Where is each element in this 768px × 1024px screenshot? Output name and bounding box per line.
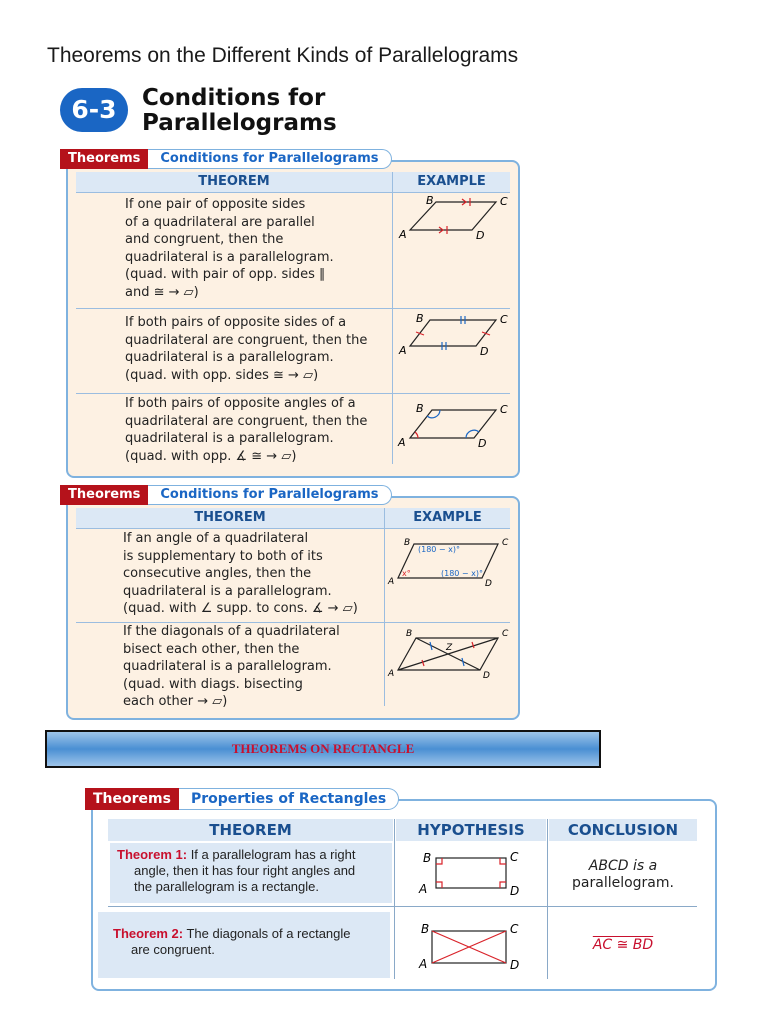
- conclusion-2: AC ≅ BD: [592, 937, 654, 953]
- box1-pill: Conditions for Parallelograms: [148, 149, 391, 169]
- box1-col-example: EXAMPLE: [393, 172, 510, 193]
- theorem-2-text: The diagonals of a rectangle: [183, 926, 351, 941]
- angle-mark: [415, 432, 418, 438]
- rectangle-theorems-banner: [45, 730, 601, 768]
- box3-divider: [394, 819, 395, 979]
- vertex-d: D: [510, 958, 520, 972]
- theorem-1-text-line2: angle, then it has four right angles and: [134, 863, 356, 878]
- vertex-d: D: [483, 671, 490, 681]
- theorems-tag: Theorems: [85, 788, 179, 810]
- theorem-1-cell: [110, 843, 392, 903]
- right-angle-mark: [436, 882, 442, 888]
- lesson-number-badge: 6-3: [60, 88, 128, 132]
- vertex-a: A: [388, 669, 395, 679]
- vertex-b: B: [416, 312, 424, 325]
- banner-text: THEOREMS ON RECTANGLE: [231, 741, 415, 756]
- vertex-c: C: [500, 313, 508, 326]
- center-label: Z: [446, 643, 453, 653]
- parallelogram-figure-3: [396, 396, 514, 450]
- angle-label-top: (180 − x)°: [418, 545, 461, 554]
- vertex-d: D: [510, 884, 520, 898]
- conclusion-1: ABCD is a parallelogram.: [572, 858, 674, 891]
- box1-row3-text: If both pairs of opposite angles of a quadrilateral are congruent, then the quadrilateral is a parallelogram. (quad. with opp. ∡ ≅ → ▱): [125, 396, 368, 464]
- vertex-c: C: [500, 403, 508, 416]
- rectangle-figure-1: [415, 846, 527, 898]
- vertex-d: D: [476, 229, 485, 242]
- vertex-b: B: [404, 538, 411, 548]
- rectangle-figure-2: [415, 920, 527, 972]
- box1-tag: [60, 149, 392, 169]
- vertex-c: C: [502, 538, 509, 548]
- box1-row1-text: If one pair of opposite sides of a quadrilateral are parallel and congruent, then the quadrilateral is a parallelogram. (quad. with pair of opp. sides ∥ and ≅ → ▱): [125, 197, 334, 300]
- parallelogram-figure-4: [386, 534, 512, 590]
- theorem-2-cell: [98, 912, 390, 978]
- box2-row2-text: If the diagonals of a quadrilateral bisect each other, then the quadrilateral is a parallelogram. (quad. with diags. bisecting each other → ▱): [123, 624, 340, 709]
- box3-tag: [85, 789, 399, 809]
- box3-col-theorem: THEOREM: [108, 819, 393, 841]
- vertex-a: A: [399, 344, 407, 357]
- vertex-a: A: [399, 228, 407, 241]
- vertex-a: A: [419, 957, 428, 971]
- parallelogram-shape: [410, 202, 496, 230]
- vertex-a: A: [388, 577, 395, 587]
- theorem-1-text-line3: the parallelogram is a rectangle.: [134, 879, 319, 894]
- right-angle-mark: [500, 882, 506, 888]
- theorem-1-text: If a parallelogram has a right: [187, 847, 356, 862]
- box1-col-theorem: THEOREM: [76, 172, 392, 193]
- vertex-a: A: [398, 436, 406, 449]
- lesson-title: [142, 86, 337, 136]
- vertex-c: C: [500, 195, 508, 208]
- vertex-a: A: [419, 882, 428, 896]
- theorem-2-label: Theorem 2:: [113, 926, 184, 941]
- rectangle-shape: [436, 858, 506, 888]
- box1-row2-text: If both pairs of opposite sides of a quadrilateral are congruent, then the quadrilateral is a parallelogram. (quad. with opp. sides ≅ → ▱): [125, 315, 368, 383]
- parallelogram-figure-2: [396, 308, 514, 358]
- vertex-d: D: [478, 437, 487, 450]
- parallelogram-figure-5: [386, 626, 512, 682]
- box2-col-example: EXAMPLE: [385, 508, 510, 529]
- vertex-b: B: [416, 402, 424, 415]
- box2-pill: Conditions for Parallelograms: [148, 485, 391, 505]
- vertex-d: D: [485, 579, 492, 589]
- box3-col-hypothesis: HYPOTHESIS: [396, 819, 546, 841]
- box2-row1-text: If an angle of a quadrilateral is supplementary to both of its consecutive angles, then the quadrilateral is a parallelogram. (quad. with ∠ supp. to cons. ∡ → ▱): [123, 531, 358, 616]
- parallelogram-figure-1: [396, 192, 514, 242]
- box2-tag: [60, 485, 392, 505]
- box3-row-sep: [108, 906, 697, 907]
- box1-row-sep: [76, 393, 510, 394]
- vertex-b: B: [423, 851, 432, 865]
- lesson-title-line2: Parallelograms: [142, 110, 337, 136]
- vertex-b: B: [421, 922, 430, 936]
- theorem-2-text-line2: are congruent.: [131, 942, 215, 957]
- box2-col-theorem: THEOREM: [76, 508, 384, 529]
- box3-pill: Properties of Rectangles: [179, 788, 399, 810]
- angle-label-left: x°: [402, 569, 411, 578]
- vertex-b: B: [426, 194, 434, 207]
- theorem-1-label: Theorem 1:: [117, 847, 188, 862]
- angle-label-bottom: (180 − x)°: [441, 569, 484, 578]
- theorems-tag: Theorems: [60, 149, 148, 169]
- theorems-tag: Theorems: [60, 485, 148, 505]
- vertex-b: B: [406, 629, 413, 639]
- box3-col-conclusion: CONCLUSION: [549, 819, 697, 841]
- vertex-c: C: [502, 629, 509, 639]
- vertex-d: D: [480, 345, 489, 358]
- vertex-c: C: [510, 922, 519, 936]
- vertex-c: C: [510, 850, 519, 864]
- page-title: Theorems on the Different Kinds of Parallelograms: [47, 44, 519, 67]
- right-angle-mark: [500, 858, 506, 864]
- bisect-tick: [472, 642, 474, 648]
- right-angle-mark: [436, 858, 442, 864]
- box3-divider: [547, 819, 548, 979]
- bisect-tick: [422, 660, 424, 666]
- lesson-title-line1: Conditions for: [142, 85, 326, 111]
